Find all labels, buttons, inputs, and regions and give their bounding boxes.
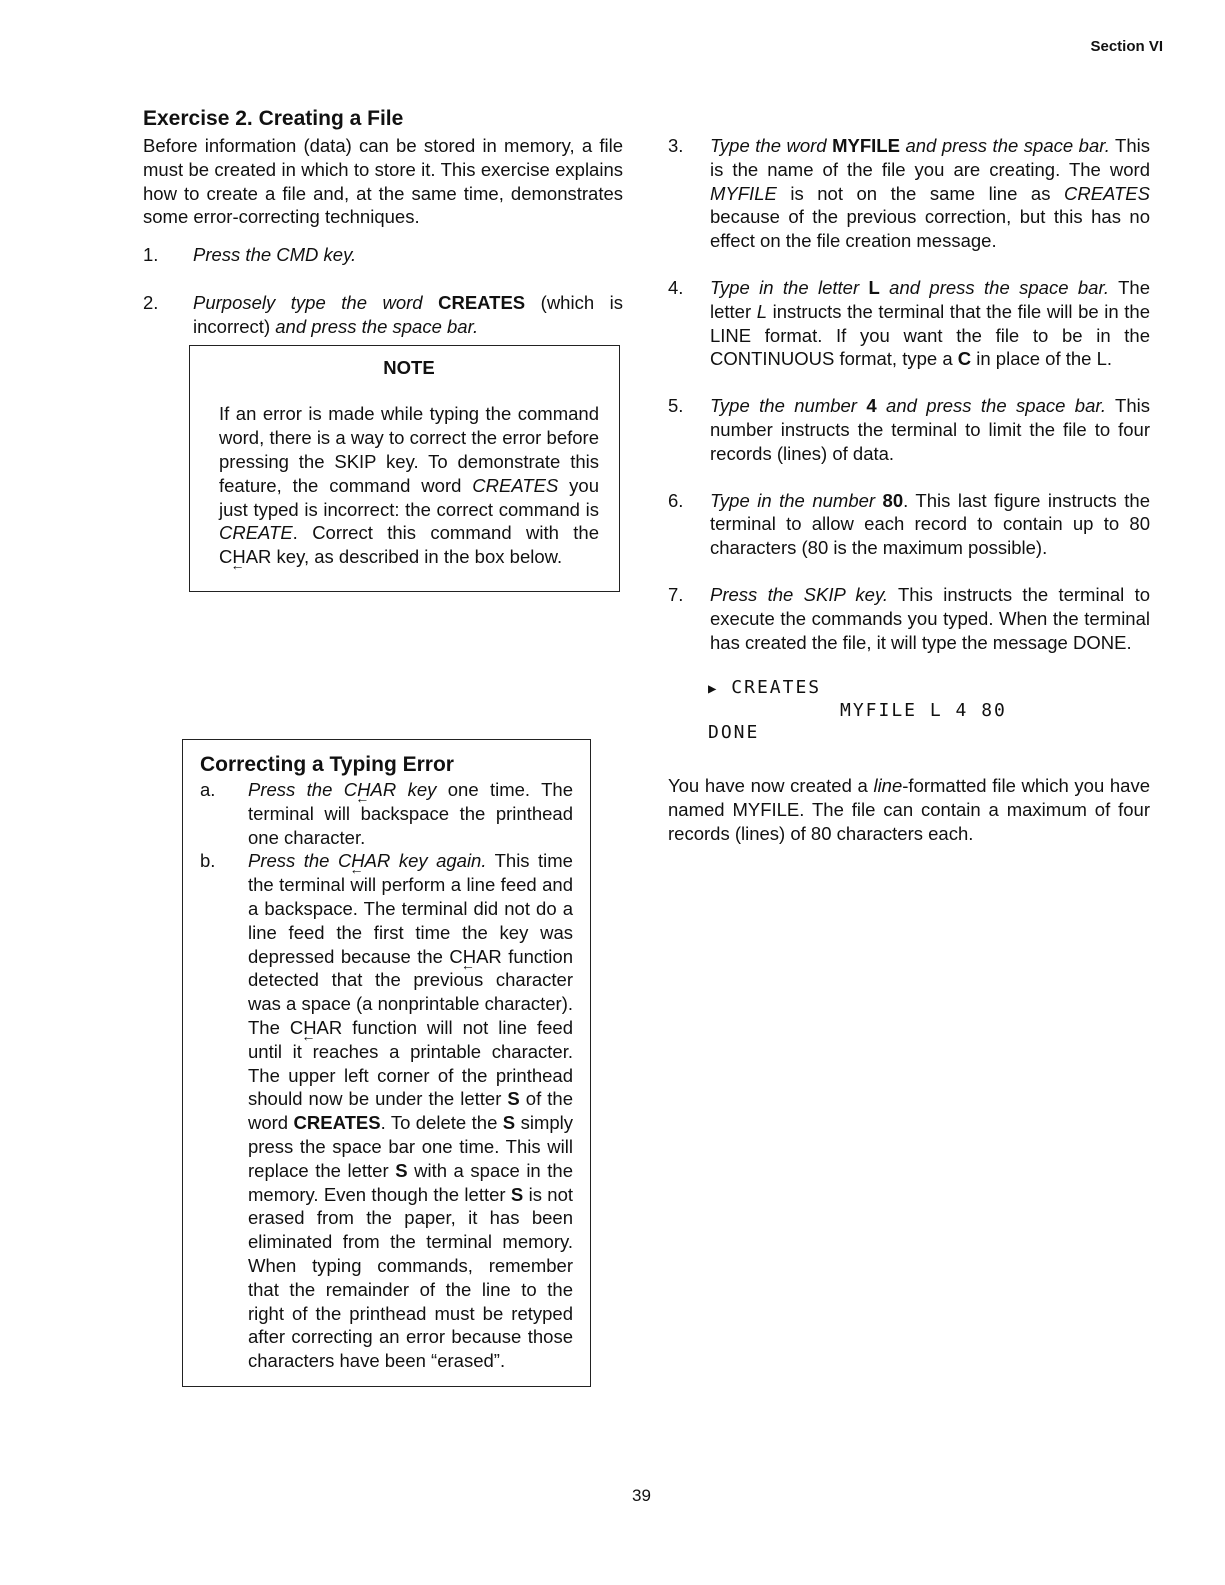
terminal-line-1 xyxy=(708,677,1150,700)
text-run: (which is incorrect) xyxy=(193,291,623,337)
italic-text: MYFILE xyxy=(710,182,777,204)
text-run: This is the name of the file you are creating. The word xyxy=(710,135,1150,180)
italic-text: Press the SKIP key. xyxy=(710,583,888,605)
terminal-line-2: MYFILE L 4 80 xyxy=(840,700,1007,722)
prompt-icon: ▶ xyxy=(708,681,719,698)
italic-text: and press the space bar. xyxy=(275,315,479,337)
correcting-item-a xyxy=(200,778,573,849)
step-text xyxy=(710,277,1150,369)
text-run: You have now created a xyxy=(668,775,874,797)
step-number: 6. xyxy=(668,489,684,511)
left-column xyxy=(143,106,623,592)
text-run: with a space in the memory. Even though the letter xyxy=(248,1159,573,1205)
step-number: 4. xyxy=(668,276,684,298)
step-number: 1. xyxy=(143,244,159,266)
step-4 xyxy=(668,276,1150,371)
text-run: This instructs the terminal to execute the commands you typed. When the terminal has created the file, it will type the message DONE. xyxy=(710,583,1151,653)
italic-text: Press the xyxy=(248,779,344,800)
step-number: 2. xyxy=(143,291,159,313)
bold-text: 4 xyxy=(866,395,877,417)
italic-text: and press the space bar. xyxy=(876,395,1106,417)
item-text xyxy=(248,779,573,848)
text-run: simply press the space bar one time. This will replace the letter xyxy=(248,1112,573,1181)
italic-text: key again. xyxy=(390,850,487,872)
italic-text: Type the word xyxy=(710,135,833,156)
note-box xyxy=(189,345,620,592)
bold-text: MYFILE xyxy=(832,135,900,156)
exercise-title: Exercise 2. Creating a File xyxy=(143,107,404,130)
text-run: function will not line feed until it reaches a printable character. The upper left corner of the printhead should now be under the letter xyxy=(248,1016,573,1110)
bold-text: S xyxy=(507,1088,520,1110)
text-run: . Correct this command with the xyxy=(292,522,599,544)
italic-text: Press the xyxy=(248,850,338,872)
terminal-output xyxy=(708,677,1150,744)
step-1 xyxy=(143,243,623,267)
step-3 xyxy=(668,134,1150,253)
text-run: If an error is made while typing the command word, there is a way to correct the error before pressing the SKIP key. To demonstrate this feature, the command word xyxy=(219,403,599,496)
step-text xyxy=(710,490,1150,559)
correcting-item-b xyxy=(200,849,573,1373)
bold-text: L xyxy=(868,276,880,298)
step-text xyxy=(710,395,1150,464)
italic-text: CREATE xyxy=(219,522,293,544)
item-label: a. xyxy=(200,779,216,800)
text-run: you just typed is incorrect: the correct command is xyxy=(219,474,599,520)
italic-text: Purposely type the word xyxy=(193,291,439,313)
terminal-line-3: DONE xyxy=(708,722,760,744)
italic-text: L xyxy=(756,300,768,322)
text-run: one time. The terminal will backspace the printhead one character. xyxy=(248,779,573,848)
step-text xyxy=(710,135,1150,251)
text-run: key, as described in the box below. xyxy=(271,546,563,568)
step-7 xyxy=(668,583,1150,654)
text-run: in place of the L. xyxy=(971,348,1113,370)
item-label: b. xyxy=(200,850,216,872)
italic-text: Press the CMD key. xyxy=(193,244,357,266)
italic-text: Type the number xyxy=(710,395,867,417)
step-6 xyxy=(668,489,1150,560)
step-text xyxy=(710,584,1150,653)
italic-text: Type in the letter xyxy=(710,276,869,298)
item-text xyxy=(248,850,573,1371)
step-number: 7. xyxy=(668,583,684,605)
step-2 xyxy=(143,291,623,339)
key-name: CHAR ← xyxy=(338,849,390,873)
page-number: 39 xyxy=(632,1486,651,1505)
bold-text: 80 xyxy=(882,489,904,511)
bold-text: S xyxy=(502,1112,516,1134)
italic-text: CREATES xyxy=(1063,182,1150,204)
bold-text: S xyxy=(395,1159,408,1181)
key-name: CHAR ← xyxy=(290,1016,342,1040)
italic-text: and press the space bar. xyxy=(899,135,1110,156)
italic-text: CREATES xyxy=(472,474,559,496)
bold-text: CREATES xyxy=(293,1112,381,1134)
text-run: is not on the same line as xyxy=(776,182,1064,204)
terminal-command: CREATES xyxy=(731,677,822,699)
correcting-title: Correcting a Typing Error xyxy=(200,753,454,776)
step-text xyxy=(193,292,623,337)
note-text xyxy=(219,402,599,569)
text-run: This time the terminal will perform a line feed and a backspace. The terminal did not do a line feed the first time the key was depressed because the xyxy=(248,850,573,967)
text-run: . To delete the xyxy=(380,1112,503,1134)
text-run: This number instructs the terminal to limit the file to four records (lines) of data. xyxy=(710,395,1150,464)
italic-text: key xyxy=(396,779,437,800)
text-run: function detected that the previous character was a space (a nonprintable character). The xyxy=(248,945,573,1038)
step-number: 5. xyxy=(668,395,684,417)
text-run: -formatted file which you have named MYFILE. The file can contain a maximum of four records (lines) of 80 characters each. xyxy=(668,775,1151,844)
bold-text: CREATES xyxy=(438,291,526,313)
text-run: of the word xyxy=(248,1088,573,1134)
text-run: instructs the terminal that the file will be in the LINE format. If you want the file to be in the CONTINUOUS format, type a xyxy=(710,300,1150,370)
text-run: The letter xyxy=(710,276,1150,322)
bold-text: S xyxy=(510,1183,524,1205)
step-number: 3. xyxy=(668,135,684,156)
exercise-intro: Before information (data) can be stored in memory, a file must be created in which to store it. This exercise explains how to create a file and, at the same time, demonstrates some error-correcting techniques. xyxy=(143,135,623,228)
italic-text: and press the space bar. xyxy=(879,276,1110,298)
step-5 xyxy=(668,394,1150,465)
step-text xyxy=(193,244,356,265)
text-run: is not erased from the paper, it has been eliminated from the terminal memory. When typing commands, remember that the remainder of the line to the right of the printhead must be retyped after correcting an error because those characters have been “erased”. xyxy=(248,1183,573,1372)
italic-text: line xyxy=(873,775,903,797)
closing-paragraph xyxy=(668,774,1150,845)
bold-text: C xyxy=(957,348,972,370)
key-name: CHAR ← xyxy=(449,945,501,969)
italic-text: Type in the number xyxy=(710,489,883,511)
key-name: CHAR ← xyxy=(344,778,396,802)
text-run: because of the previous correction, but this has no effect on the file creation message. xyxy=(710,206,1150,252)
note-title: NOTE xyxy=(383,356,435,378)
right-column xyxy=(668,134,1150,846)
key-name: CHAR ← xyxy=(219,545,271,569)
section-header: Section VI xyxy=(1090,38,1163,55)
correcting-box xyxy=(182,739,591,1387)
text-run: . This last figure instructs the terminal to allow each record to contain up to 80 characters (80 is the maximum possible). xyxy=(710,489,1150,559)
